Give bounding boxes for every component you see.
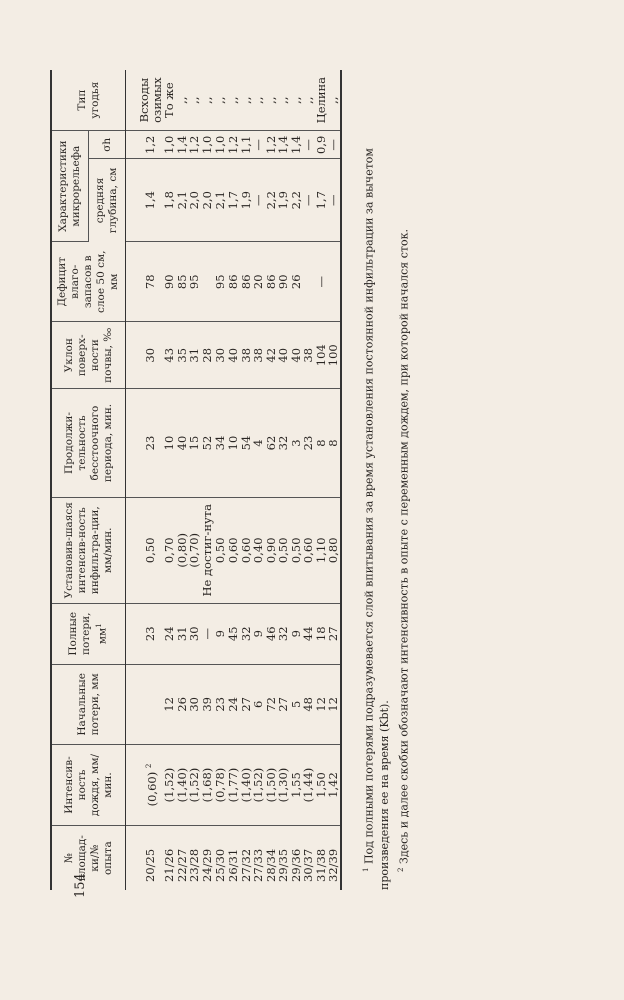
cell-slope: 35 [176,322,189,389]
cell-initial-loss: 72 [265,664,278,744]
cell-intensity: (1,40) [240,744,253,826]
table-row [290,70,303,890]
cell-depth: 1,7 [227,159,240,242]
cell-land: То же [163,70,176,131]
cell-initial-loss: 24 [227,664,240,744]
cell-land: Всходы озимых [126,70,164,131]
cell-land: ,, [327,70,341,131]
cell-depth: 1,9 [240,159,253,242]
cell-depth: 1,4 [126,159,164,242]
cell-deficit: — [315,242,328,322]
cell-full-loss: 27 [327,603,341,664]
header-sigma: σh [89,131,126,159]
cell-plot: 25/30 [212,848,227,882]
cell-land: ,, [227,70,240,131]
cell-deficit: 95 [188,242,201,322]
cell-plot: 22/27 [174,848,189,882]
cell-slope: 100 [327,322,341,389]
table-row [163,70,176,890]
cell-full-loss: 9 [252,603,265,664]
cell-deficit: 20 [252,242,265,322]
cell-duration: 3 [290,389,303,498]
cell-land: ,, [277,70,290,131]
table-row [252,70,265,890]
cell-sigma: 1,0 [213,131,227,159]
cell-initial-loss: 12 [327,664,341,744]
cell-infiltration: 0,50 [213,498,227,604]
cell-slope: 31 [188,322,201,389]
header-land: Тип угодья [51,70,126,131]
cell-full-loss: 32 [277,603,290,664]
cell-infiltration: 0,80 [327,498,341,604]
cell-plot: 30/37 [301,848,315,882]
footnotes [358,70,413,890]
table-row [227,70,240,890]
table-row [126,70,164,890]
cell-infiltration: 0,50 [290,498,303,604]
cell-infiltration: (0,70) [188,498,201,604]
cell-full-loss: 46 [265,603,278,664]
header-intensity: Интенсив-ность дождя, мм/мин. [51,744,126,826]
cell-full-loss: 32 [240,603,253,664]
table-row [277,70,290,890]
cell-initial-loss: 39 [201,664,214,744]
cell-sigma: — [327,131,341,159]
cell-duration: 34 [213,389,227,498]
cell-deficit: 86 [240,242,253,322]
rotated-page-content [50,70,570,890]
cell-initial-loss: 12 [315,664,328,744]
cell-land: Целина [315,70,328,131]
header-full-loss-text: Полные потери, мм [67,611,109,656]
header-infiltration: Установив-шаяся интенсив-ность инфильтра-ции, мм/мин. [51,498,126,604]
cell-intensity: (1,50) [265,744,278,826]
cell-intensity: (1,77) [227,744,240,826]
cell-duration: 40 [176,389,189,498]
cell-plot: 20/25 [143,848,158,882]
cell-full-loss: 9 [290,603,303,664]
header-plot: № площад-ки/№ опыта [51,826,126,890]
header-duration: Продолжи-тельность бесстоочного периода, мин. [51,389,126,498]
cell-depth: — [252,159,265,242]
cell-land: ,, [176,70,189,131]
cell-depth: — [327,159,341,242]
cell-duration: 15 [188,389,201,498]
table-row [188,70,201,890]
cell-plot: 23/28 [187,848,201,882]
cell-intensity: (0,78) [213,744,227,826]
cell-land: ,, [201,70,214,131]
cell-full-loss: — [201,603,214,664]
cell-intensity: (1,68) [201,744,214,826]
cell-initial-loss: 26 [176,664,189,744]
cell-plot: 21/26 [162,848,176,882]
cell-deficit: 86 [265,242,278,322]
cell-plot: 26/31 [226,848,240,882]
cell-deficit: 95 [213,242,227,322]
cell-slope: 30 [126,322,164,389]
header-initial-loss: Начальные потери, мм [51,664,126,744]
cell-sigma: 1,1 [240,131,253,159]
cell-slope: 40 [290,322,303,389]
cell-full-loss: 9 [213,603,227,664]
cell-sigma: — [302,131,315,159]
cell-sigma: 1,4 [277,131,290,159]
cell-sigma: 1,2 [265,131,278,159]
cell-deficit [302,242,315,322]
cell-infiltration: 0,60 [302,498,315,604]
cell-initial-loss: 27 [277,664,290,744]
cell-deficit: 90 [163,242,176,322]
cell-plot: 29/35 [276,848,290,882]
cell-deficit [201,242,214,322]
cell-slope: 38 [302,322,315,389]
cell-initial-loss: 5 [290,664,303,744]
cell-slope: 43 [163,322,176,389]
cell-slope: 40 [227,322,240,389]
cell-initial-loss: 48 [302,664,315,744]
cell-sigma: 1,4 [176,131,189,159]
cell-full-loss: 18 [315,603,328,664]
cell-slope: 28 [201,322,214,389]
cell-intensity: (1,40) [176,744,189,826]
cell-depth: 1,7 [315,159,328,242]
data-table [50,70,342,890]
cell-duration: 23 [302,389,315,498]
header-slope: Уклон поверх-ности почвы, ‰ [51,322,126,389]
cell-sigma: 1,2 [227,131,240,159]
footnote-1-mark: 1 [361,867,370,872]
cell-land: ,, [302,70,315,131]
cell-initial-loss: 23 [213,664,227,744]
cell-infiltration: 0,70 [163,498,176,604]
footnote-2-mark: 2 [397,867,406,872]
cell-depth: 1,9 [277,159,290,242]
cell-full-loss: 23 [126,603,164,664]
cell-depth: 1,8 [163,159,176,242]
cell-land: ,, [252,70,265,131]
cell-duration: 52 [201,389,214,498]
cell-infiltration: Не достиг-нута [201,498,214,604]
cell-sigma: — [252,131,265,159]
cell-sigma: 1,2 [188,131,201,159]
cell-intensity: (0,60) $^2$ [126,744,164,826]
cell-land: ,, [213,70,227,131]
cell-depth: 2,2 [265,159,278,242]
cell-full-loss: 24 [163,603,176,664]
footnote-ref-1: 1 [95,623,104,628]
cell-plot: 29/36 [288,848,303,882]
cell-deficit: 85 [176,242,189,322]
cell-sigma: 0,9 [315,131,328,159]
cell-intensity: (1,44) [302,744,315,826]
cell-slope: 38 [252,322,265,389]
cell-deficit: 90 [277,242,290,322]
header-depth: средняя глубина, см [89,159,126,242]
cell-intensity: (1,52) [252,744,265,826]
cell-depth: — [302,159,315,242]
cell-depth: 2,1 [213,159,227,242]
cell-initial-loss: 30 [188,664,201,744]
cell-plot: 27/32 [238,848,253,882]
footnote-2 [393,70,413,890]
cell-infiltration: 1,10 [315,498,328,604]
cell-plot: 32/39 [327,826,341,890]
footnote-1-text: Под полными потерями подразумевается слой впитывания за время установления постоянной инфильтрации за вычетом произведения ее на время (Kbt). [362,148,392,890]
cell-land: ,, [240,70,253,131]
cell-slope: 104 [315,322,328,389]
table-row [240,70,253,890]
table-row [315,70,328,890]
cell-depth: 2,1 [176,159,189,242]
cell-duration: 10 [163,389,176,498]
cell-duration: 8 [315,389,328,498]
cell-sigma: 1,4 [290,131,303,159]
footnote-2-text: Здесь и далее скобки обозначают интенсивность в опыте с переменным дождем, при которой начался сток. [397,229,411,865]
cell-slope: 38 [240,322,253,389]
cell-deficit: 78 [126,242,164,322]
cell-duration: 32 [277,389,290,498]
cell-full-loss: 30 [188,603,201,664]
cell-intensity: (1,52) [163,744,176,826]
footnote-ref-2: 2 [144,763,153,769]
cell-infiltration: 0,50 [126,498,164,604]
cell-land: ,, [290,70,303,131]
table-row [327,70,341,890]
cell-duration: 23 [126,389,164,498]
header-micro: Характеристики микрорельефа [51,131,89,242]
cell-infiltration: 0,60 [227,498,240,604]
header-full-loss [51,603,126,664]
cell-slope: 40 [277,322,290,389]
cell-depth: 2,0 [188,159,201,242]
footnote-1 [358,70,394,890]
cell-intensity: (1,30) [277,744,290,826]
cell-duration: 54 [240,389,253,498]
cell-sigma: 1,0 [163,131,176,159]
cell-depth: 2,0 [201,159,214,242]
cell-sigma: 1,2 [126,131,164,159]
cell-land: ,, [188,70,201,131]
cell-deficit [327,242,341,322]
cell-slope: 42 [265,322,278,389]
cell-duration: 62 [265,389,278,498]
cell-full-loss: 45 [227,603,240,664]
cell-intensity: 1,55 [290,744,303,826]
cell-initial-loss: 27 [240,664,253,744]
cell-deficit: 86 [227,242,240,322]
cell-land: ,, [265,70,278,131]
cell-slope: 30 [213,322,227,389]
cell-plot: 31/38 [313,848,328,882]
cell-infiltration: 0,50 [277,498,290,604]
cell-intensity: (1,52) [188,744,201,826]
cell-plot: 24/29 [199,848,214,882]
table-row [302,70,315,890]
cell-intensity: 1,50 [315,744,328,826]
cell-initial-loss [126,664,164,744]
table-row [213,70,227,890]
page-number: 154 [73,873,88,898]
cell-initial-loss: 12 [163,664,176,744]
cell-depth: 2,2 [290,159,303,242]
table-row [201,70,214,890]
cell-deficit: 26 [290,242,303,322]
cell-infiltration: 0,90 [265,498,278,604]
cell-sigma: 1,0 [201,131,214,159]
cell-infiltration: 0,40 [252,498,265,604]
cell-infiltration: 0,60 [240,498,253,604]
cell-initial-loss: 6 [252,664,265,744]
cell-plot: 27/33 [251,848,265,882]
cell-infiltration: (0,80) [176,498,189,604]
cell-duration: 10 [227,389,240,498]
cell-full-loss: 31 [176,603,189,664]
header-deficit: Дефицит влаго-запасов в слое 50 см, мм [51,242,126,322]
cell-intensity: 1,42 [327,744,341,826]
cell-full-loss: 44 [302,603,315,664]
cell-duration: 8 [327,389,341,498]
cell-plot: 28/34 [263,848,278,882]
cell-duration: 4 [252,389,265,498]
